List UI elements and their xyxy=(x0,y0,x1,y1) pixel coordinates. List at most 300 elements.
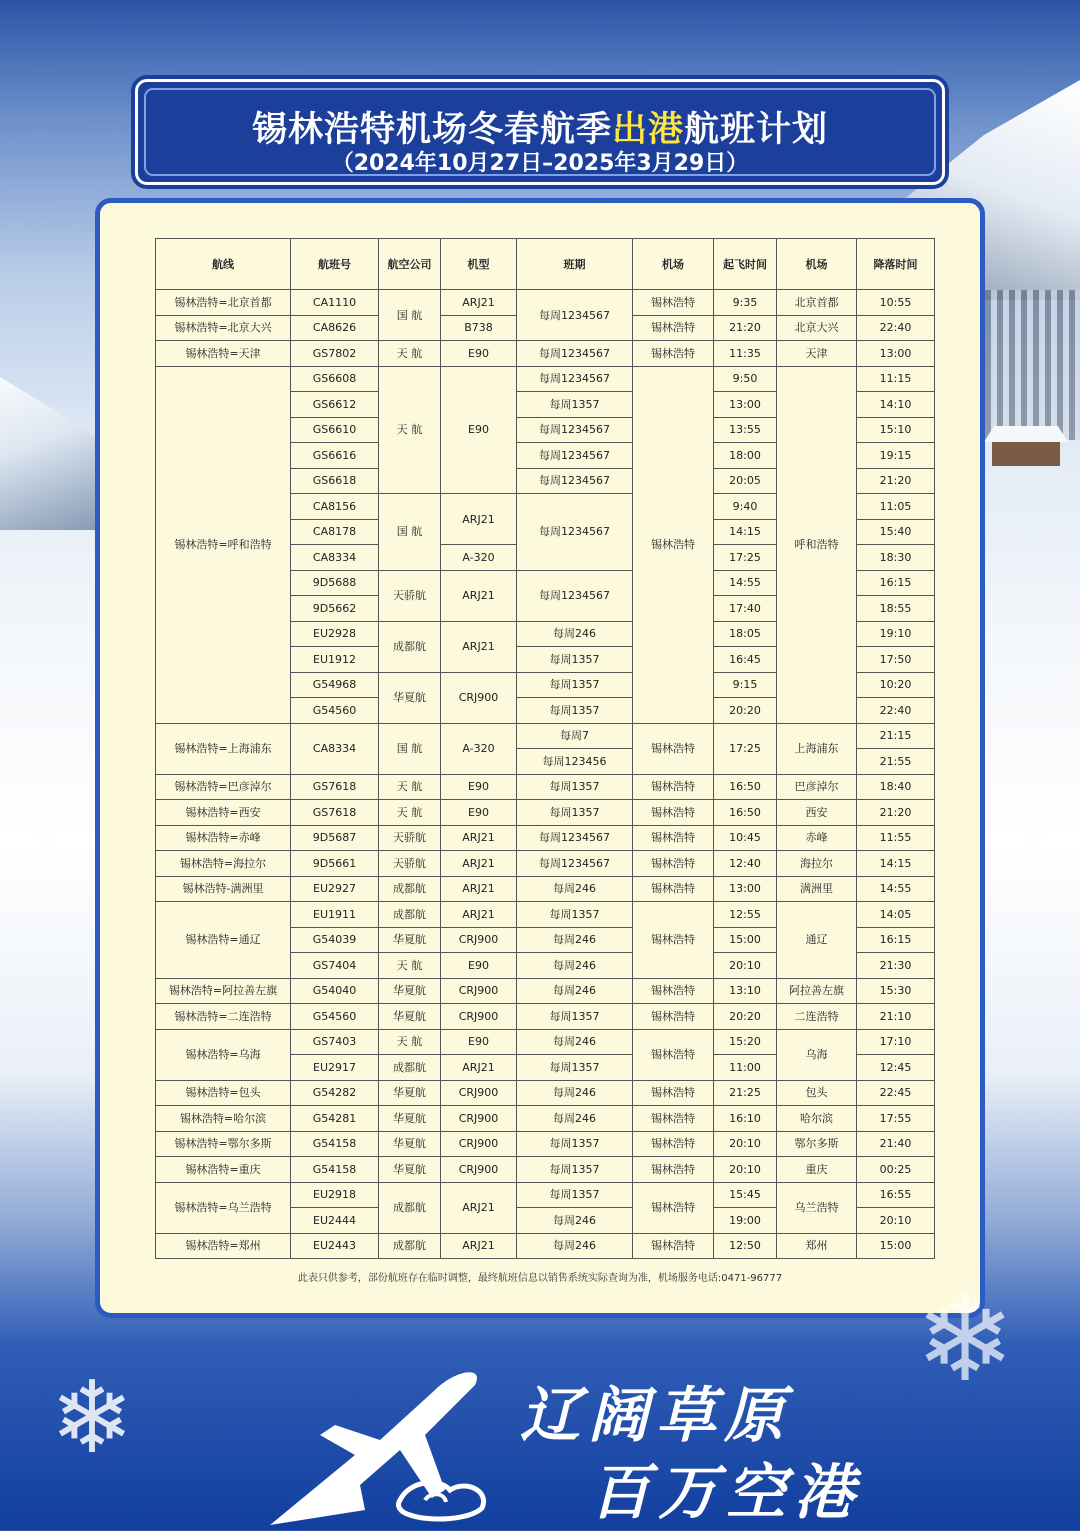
table-cell: 21:55 xyxy=(857,749,935,775)
table-cell: 每周1357 xyxy=(517,1004,633,1030)
table-cell: 15:40 xyxy=(857,519,935,545)
table-cell: 每周246 xyxy=(517,927,633,953)
table-cell: 二连浩特 xyxy=(777,1004,857,1030)
table-row xyxy=(156,290,935,316)
slogan-line-2: 百万空港 xyxy=(590,1458,862,1528)
table-cell: 14:15 xyxy=(857,851,935,877)
table-cell: A-320 xyxy=(441,723,517,774)
table-cell: 锡林浩特=北京大兴 xyxy=(156,315,291,341)
table-cell: EU1912 xyxy=(291,647,379,673)
table-cell: 成都航 xyxy=(379,1055,441,1081)
table-cell: 16:45 xyxy=(714,647,777,673)
schedule-panel xyxy=(95,198,985,1318)
table-cell: 15:00 xyxy=(857,1233,935,1259)
table-cell: 每周246 xyxy=(517,1029,633,1055)
airplane-logo-icon xyxy=(260,1340,500,1530)
table-cell: 锡林浩特=郑州 xyxy=(156,1233,291,1259)
table-cell: 11:00 xyxy=(714,1055,777,1081)
table-row xyxy=(156,1233,935,1259)
table-cell: 9:15 xyxy=(714,672,777,698)
table-cell: 每周1357 xyxy=(517,1055,633,1081)
table-cell: 每周1357 xyxy=(517,1182,633,1208)
table-cell: 14:15 xyxy=(714,519,777,545)
table-cell: ARJ21 xyxy=(441,1055,517,1081)
table-cell: 12:45 xyxy=(857,1055,935,1081)
table-cell: E90 xyxy=(441,341,517,367)
table-cell: 满洲里 xyxy=(777,876,857,902)
table-cell: 每周246 xyxy=(517,1208,633,1234)
table-cell: 17:40 xyxy=(714,596,777,622)
table-cell: G54040 xyxy=(291,978,379,1004)
table-cell: 每周246 xyxy=(517,1233,633,1259)
table-cell: 20:10 xyxy=(714,1131,777,1157)
table-cell: 国 航 xyxy=(379,494,441,571)
table-cell: 海拉尔 xyxy=(777,851,857,877)
slogan-line-1: 辽阔草原 xyxy=(520,1381,792,1451)
table-cell: 15:20 xyxy=(714,1029,777,1055)
table-cell: 16:15 xyxy=(857,570,935,596)
table-row xyxy=(156,1131,935,1157)
table-cell: 锡林浩特 xyxy=(633,774,714,800)
table-cell: ARJ21 xyxy=(441,1182,517,1233)
table-cell: 通辽 xyxy=(777,902,857,979)
table-cell: 锡林浩特=上海浦东 xyxy=(156,723,291,774)
table-cell: 天骄航 xyxy=(379,825,441,851)
table-cell: 21:20 xyxy=(857,800,935,826)
table-cell: 成都航 xyxy=(379,902,441,928)
table-cell: 锡林浩特=重庆 xyxy=(156,1157,291,1183)
table-cell: 18:55 xyxy=(857,596,935,622)
table-row xyxy=(156,1157,935,1183)
table-row xyxy=(156,366,935,392)
table-cell: G54282 xyxy=(291,1080,379,1106)
table-cell: 华夏航 xyxy=(379,1157,441,1183)
table-row xyxy=(156,1080,935,1106)
table-cell: 16:15 xyxy=(857,927,935,953)
table-cell: 巴彦淖尔 xyxy=(777,774,857,800)
table-cell: G54560 xyxy=(291,1004,379,1030)
table-cell: 每周1357 xyxy=(517,672,633,698)
table-row xyxy=(156,1182,935,1208)
table-row xyxy=(156,876,935,902)
table-cell: CA8178 xyxy=(291,519,379,545)
table-cell: CA1110 xyxy=(291,290,379,316)
table-cell: 21:15 xyxy=(857,723,935,749)
column-header: 班期 xyxy=(517,239,633,290)
table-cell: 14:05 xyxy=(857,902,935,928)
table-cell: ARJ21 xyxy=(441,825,517,851)
table-cell: 9D5688 xyxy=(291,570,379,596)
table-row xyxy=(156,851,935,877)
table-cell: 锡林浩特=二连浩特 xyxy=(156,1004,291,1030)
table-cell: 13:55 xyxy=(714,417,777,443)
table-cell: 20:05 xyxy=(714,468,777,494)
table-cell: 锡林浩特 xyxy=(633,1182,714,1233)
table-row xyxy=(156,1029,935,1055)
table-cell: EU2918 xyxy=(291,1182,379,1208)
table-cell: CRJ900 xyxy=(441,1080,517,1106)
table-cell: 国 航 xyxy=(379,723,441,774)
table-cell: E90 xyxy=(441,953,517,979)
table-cell: A-320 xyxy=(441,545,517,571)
table-cell: 21:30 xyxy=(857,953,935,979)
table-cell: ARJ21 xyxy=(441,621,517,672)
table-cell: GS7404 xyxy=(291,953,379,979)
table-cell: 锡林浩特=呼和浩特 xyxy=(156,366,291,723)
table-cell: 12:40 xyxy=(714,851,777,877)
table-cell: 天 航 xyxy=(379,341,441,367)
table-cell: 每周1234567 xyxy=(517,825,633,851)
table-cell: 锡林浩特 xyxy=(633,341,714,367)
table-cell: 17:10 xyxy=(857,1029,935,1055)
table-cell: 13:00 xyxy=(714,876,777,902)
table-cell: 17:25 xyxy=(714,723,777,774)
table-cell: E90 xyxy=(441,366,517,494)
table-cell: ARJ21 xyxy=(441,876,517,902)
table-cell: G54158 xyxy=(291,1131,379,1157)
table-cell: 19:00 xyxy=(714,1208,777,1234)
table-cell: 每周1234567 xyxy=(517,851,633,877)
table-cell: 包头 xyxy=(777,1080,857,1106)
table-row xyxy=(156,902,935,928)
title-part-1: 锡林浩特机场冬春航季 xyxy=(251,110,612,150)
title-part-2: 航班计划 xyxy=(684,110,829,150)
table-cell: 锡林浩特 xyxy=(633,366,714,723)
table-cell: 13:10 xyxy=(714,978,777,1004)
table-cell: G54281 xyxy=(291,1106,379,1132)
table-cell: CA8334 xyxy=(291,723,379,774)
table-cell: 16:10 xyxy=(714,1106,777,1132)
table-cell: 21:10 xyxy=(857,1004,935,1030)
table-cell: CA8156 xyxy=(291,494,379,520)
table-cell: 天 航 xyxy=(379,1029,441,1055)
table-cell: 呼和浩特 xyxy=(777,366,857,723)
table-cell: 锡林浩特 xyxy=(633,290,714,316)
table-cell: GS6616 xyxy=(291,443,379,469)
table-cell: E90 xyxy=(441,774,517,800)
table-cell: 锡林浩特 xyxy=(633,1131,714,1157)
table-cell: 锡林浩特=包头 xyxy=(156,1080,291,1106)
table-cell: GS6618 xyxy=(291,468,379,494)
table-cell: 锡林浩特=乌兰浩特 xyxy=(156,1182,291,1233)
table-cell: 每周1234567 xyxy=(517,468,633,494)
table-row xyxy=(156,723,935,749)
table-cell: GS7618 xyxy=(291,774,379,800)
title-banner xyxy=(135,79,945,185)
table-cell: 每周1234567 xyxy=(517,570,633,621)
table-cell: B738 xyxy=(441,315,517,341)
table-cell: 21:20 xyxy=(857,468,935,494)
table-cell: 锡林浩特 xyxy=(633,902,714,979)
table-cell: 天骄航 xyxy=(379,851,441,877)
table-cell: 11:15 xyxy=(857,366,935,392)
table-cell: 每周1234567 xyxy=(517,443,633,469)
table-cell: 13:00 xyxy=(857,341,935,367)
table-cell: 11:35 xyxy=(714,341,777,367)
table-cell: 每周246 xyxy=(517,1106,633,1132)
column-header: 机型 xyxy=(441,239,517,290)
column-header: 航班号 xyxy=(291,239,379,290)
table-cell: 22:45 xyxy=(857,1080,935,1106)
table-cell: CRJ900 xyxy=(441,1157,517,1183)
table-cell: GS7618 xyxy=(291,800,379,826)
table-cell: 天骄航 xyxy=(379,570,441,621)
table-cell: 19:10 xyxy=(857,621,935,647)
table-cell: 锡林浩特 xyxy=(633,1029,714,1080)
table-cell: 10:45 xyxy=(714,825,777,851)
table-cell: 锡林浩特 xyxy=(633,1004,714,1030)
date-range: （2024年10月27日–2025年3月29日） xyxy=(331,151,749,176)
table-cell: GS6608 xyxy=(291,366,379,392)
table-cell: 锡林浩特=西安 xyxy=(156,800,291,826)
table-cell: 16:50 xyxy=(714,774,777,800)
table-cell: 锡林浩特 xyxy=(633,315,714,341)
table-cell: 9:40 xyxy=(714,494,777,520)
table-row xyxy=(156,774,935,800)
table-row xyxy=(156,978,935,1004)
table-cell: 每周1357 xyxy=(517,698,633,724)
table-cell: CA8334 xyxy=(291,545,379,571)
table-cell: ARJ21 xyxy=(441,570,517,621)
table-cell: 9D5662 xyxy=(291,596,379,622)
table-cell: 17:50 xyxy=(857,647,935,673)
table-cell: 锡林浩特=鄂尔多斯 xyxy=(156,1131,291,1157)
table-cell: 13:00 xyxy=(714,392,777,418)
table-cell: G54560 xyxy=(291,698,379,724)
table-cell: 鄂尔多斯 xyxy=(777,1131,857,1157)
table-cell: 9:50 xyxy=(714,366,777,392)
table-cell: 锡林浩特 xyxy=(633,1080,714,1106)
table-cell: CRJ900 xyxy=(441,1131,517,1157)
table-cell: ARJ21 xyxy=(441,494,517,545)
table-cell: 锡林浩特=阿拉善左旗 xyxy=(156,978,291,1004)
snowy-trees xyxy=(985,290,1080,440)
table-cell: 西安 xyxy=(777,800,857,826)
table-cell: 9:35 xyxy=(714,290,777,316)
table-cell: 锡林浩特=赤峰 xyxy=(156,825,291,851)
table-cell: 华夏航 xyxy=(379,1080,441,1106)
table-cell: ARJ21 xyxy=(441,851,517,877)
table-cell: EU2444 xyxy=(291,1208,379,1234)
table-cell: ARJ21 xyxy=(441,902,517,928)
table-cell: 每周1357 xyxy=(517,1157,633,1183)
footnote: 此表只供参考，部份航班存在临时调整，最终航班信息以销售系统实际查询为准，机场服务电话:0471-96777 xyxy=(297,1273,783,1284)
table-row xyxy=(156,800,935,826)
table-cell: 锡林浩特=北京首都 xyxy=(156,290,291,316)
table-cell: 锡林浩特 xyxy=(633,876,714,902)
table-cell: CRJ900 xyxy=(441,672,517,723)
table-cell: 每周123456 xyxy=(517,749,633,775)
table-cell: 成都航 xyxy=(379,621,441,672)
table-cell: 锡林浩特 xyxy=(633,723,714,774)
table-cell: 锡林浩特=哈尔滨 xyxy=(156,1106,291,1132)
table-cell: 北京首都 xyxy=(777,290,857,316)
table-cell: 15:30 xyxy=(857,978,935,1004)
snowflake-icon: ❄ xyxy=(915,1270,1016,1409)
table-cell: CRJ900 xyxy=(441,1004,517,1030)
table-cell: 乌兰浩特 xyxy=(777,1182,857,1233)
table-cell: 每周1357 xyxy=(517,800,633,826)
table-cell: 20:10 xyxy=(714,1157,777,1183)
table-cell: 16:55 xyxy=(857,1182,935,1208)
table-cell: 00:25 xyxy=(857,1157,935,1183)
table-cell: 华夏航 xyxy=(379,978,441,1004)
table-cell: 每周7 xyxy=(517,723,633,749)
table-cell: 每周1357 xyxy=(517,774,633,800)
table-cell: 天 航 xyxy=(379,800,441,826)
table-cell: 乌海 xyxy=(777,1029,857,1080)
table-cell: 14:55 xyxy=(714,570,777,596)
table-row xyxy=(156,341,935,367)
table-cell: 华夏航 xyxy=(379,672,441,723)
table-cell: 16:50 xyxy=(714,800,777,826)
table-cell: EU2928 xyxy=(291,621,379,647)
table-cell: 9D5687 xyxy=(291,825,379,851)
table-cell: 每周246 xyxy=(517,978,633,1004)
table-cell: 14:55 xyxy=(857,876,935,902)
table-cell: 成都航 xyxy=(379,1233,441,1259)
table-cell: 天津 xyxy=(777,341,857,367)
table-cell: 20:10 xyxy=(857,1208,935,1234)
table-cell: 21:25 xyxy=(714,1080,777,1106)
table-cell: EU1911 xyxy=(291,902,379,928)
table-cell: 郑州 xyxy=(777,1233,857,1259)
table-cell: 20:10 xyxy=(714,953,777,979)
title-highlight: 出港 xyxy=(611,110,684,150)
table-cell: 每周246 xyxy=(517,1080,633,1106)
table-cell: 天 航 xyxy=(379,774,441,800)
table-cell: 10:55 xyxy=(857,290,935,316)
table-cell: 15:10 xyxy=(857,417,935,443)
table-cell: 20:20 xyxy=(714,1004,777,1030)
table-cell: 每周1234567 xyxy=(517,341,633,367)
table-cell: 10:20 xyxy=(857,672,935,698)
table-cell: 赤峰 xyxy=(777,825,857,851)
table-cell: 每周246 xyxy=(517,953,633,979)
table-header-row xyxy=(156,239,935,290)
cabin-image xyxy=(992,440,1060,466)
table-cell: 天 航 xyxy=(379,953,441,979)
table-cell: 18:05 xyxy=(714,621,777,647)
table-cell: 华夏航 xyxy=(379,1131,441,1157)
table-cell: GS6610 xyxy=(291,417,379,443)
table-cell: CA8626 xyxy=(291,315,379,341)
table-cell: 锡林浩特 xyxy=(633,978,714,1004)
snowflake-icon: ❄ xyxy=(50,1359,134,1476)
table-cell: EU2917 xyxy=(291,1055,379,1081)
table-cell: ARJ21 xyxy=(441,1233,517,1259)
table-cell: 每周1357 xyxy=(517,1131,633,1157)
table-cell: 19:15 xyxy=(857,443,935,469)
table-cell: 18:40 xyxy=(857,774,935,800)
table-cell: 华夏航 xyxy=(379,927,441,953)
table-cell: 18:00 xyxy=(714,443,777,469)
table-cell: 华夏航 xyxy=(379,1004,441,1030)
column-header: 航空公司 xyxy=(379,239,441,290)
table-cell: 每周246 xyxy=(517,876,633,902)
table-cell: 哈尔滨 xyxy=(777,1106,857,1132)
table-cell: 11:05 xyxy=(857,494,935,520)
page-title xyxy=(138,102,942,152)
table-cell: 每周1234567 xyxy=(517,417,633,443)
table-cell: CRJ900 xyxy=(441,978,517,1004)
table-cell: 每周1234567 xyxy=(517,494,633,571)
table-cell: CRJ900 xyxy=(441,927,517,953)
table-row xyxy=(156,1004,935,1030)
table-cell: 上海浦东 xyxy=(777,723,857,774)
table-cell: G54039 xyxy=(291,927,379,953)
table-cell: CRJ900 xyxy=(441,1106,517,1132)
table-cell: 18:30 xyxy=(857,545,935,571)
table-cell: 每周1234567 xyxy=(517,366,633,392)
table-cell: 锡林浩特 xyxy=(633,1233,714,1259)
table-cell: 21:40 xyxy=(857,1131,935,1157)
table-cell: 22:40 xyxy=(857,315,935,341)
table-cell: 锡林浩特=天津 xyxy=(156,341,291,367)
table-cell: 12:50 xyxy=(714,1233,777,1259)
table-cell: 阿拉善左旗 xyxy=(777,978,857,1004)
table-cell: 锡林浩特 xyxy=(633,851,714,877)
table-cell: 15:45 xyxy=(714,1182,777,1208)
table-cell: 锡林浩特 xyxy=(633,1106,714,1132)
table-cell: EU2927 xyxy=(291,876,379,902)
table-cell: 天 航 xyxy=(379,366,441,494)
table-cell: 锡林浩特=海拉尔 xyxy=(156,851,291,877)
table-row xyxy=(156,825,935,851)
table-cell: 15:00 xyxy=(714,927,777,953)
table-cell: 锡林浩特=巴彦淖尔 xyxy=(156,774,291,800)
table-cell: 17:55 xyxy=(857,1106,935,1132)
table-cell: 每周1357 xyxy=(517,392,633,418)
table-cell: 12:55 xyxy=(714,902,777,928)
table-cell: 成都航 xyxy=(379,876,441,902)
table-cell: 11:55 xyxy=(857,825,935,851)
flight-schedule-table xyxy=(155,238,935,1259)
table-cell: 21:20 xyxy=(714,315,777,341)
table-cell: 20:20 xyxy=(714,698,777,724)
table-cell: 每周1357 xyxy=(517,902,633,928)
table-cell: 22:40 xyxy=(857,698,935,724)
table-cell: 每周246 xyxy=(517,621,633,647)
table-cell: 锡林浩特 xyxy=(633,825,714,851)
table-cell: 成都航 xyxy=(379,1182,441,1233)
table-cell: 17:25 xyxy=(714,545,777,571)
table-cell: 锡林浩特 xyxy=(633,1157,714,1183)
table-cell: 9D5661 xyxy=(291,851,379,877)
column-header: 起飞时间 xyxy=(714,239,777,290)
column-header: 机场 xyxy=(633,239,714,290)
table-cell: GS7403 xyxy=(291,1029,379,1055)
table-cell: 华夏航 xyxy=(379,1106,441,1132)
table-cell: E90 xyxy=(441,1029,517,1055)
table-cell: GS6612 xyxy=(291,392,379,418)
table-cell: 国 航 xyxy=(379,290,441,341)
table-cell: ARJ21 xyxy=(441,290,517,316)
table-cell: E90 xyxy=(441,800,517,826)
table-cell: 锡林浩特=乌海 xyxy=(156,1029,291,1080)
table-cell: 重庆 xyxy=(777,1157,857,1183)
table-cell: EU2443 xyxy=(291,1233,379,1259)
table-cell: 锡林浩特-满洲里 xyxy=(156,876,291,902)
table-cell: 每周1234567 xyxy=(517,290,633,341)
table-cell: 每周1357 xyxy=(517,647,633,673)
table-cell: 14:10 xyxy=(857,392,935,418)
table-cell: 北京大兴 xyxy=(777,315,857,341)
column-header: 机场 xyxy=(777,239,857,290)
table-cell: GS7802 xyxy=(291,341,379,367)
table-row xyxy=(156,1106,935,1132)
column-header: 航线 xyxy=(156,239,291,290)
